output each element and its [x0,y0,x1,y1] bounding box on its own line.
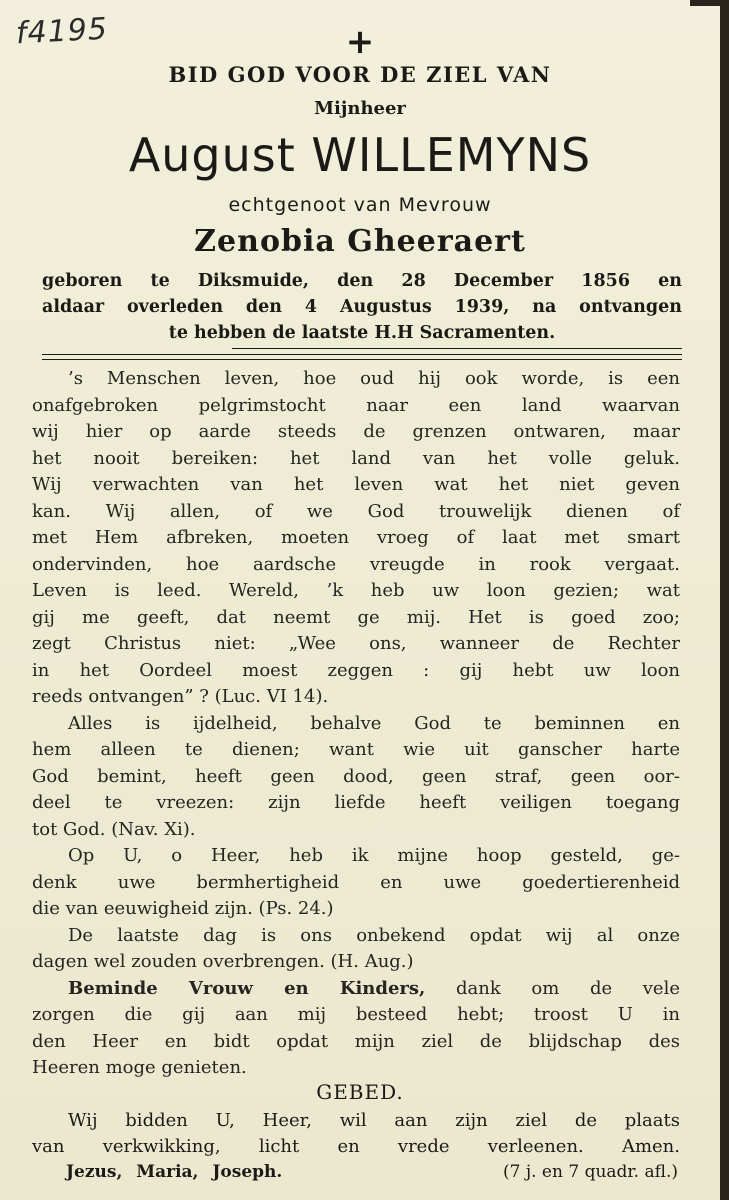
text-line: zorgen die gij aan mij besteed hebt; troost U in [32,1004,680,1025]
text-line: Wij verwachten van het leven wat het niet geven [32,474,680,495]
text-line [32,976,680,1003]
text-line: wij hier op aarde steeds de grenzen ontwaren, maar [32,421,680,442]
indulgence-note: (7 j. en 7 quadr. afl.) [503,1162,678,1182]
text-line: gij me geeft, dat neemt ge mij. Het is goed zoo; [32,606,680,628]
text-line: zegt Christus niet: „Wee ons, wanneer de Rechter [32,633,680,654]
divider-full-1 [42,354,682,355]
text-line: God bemint, heeft geen dood, geen straf, geen oor- [32,765,680,787]
text-line: reeds ontvangen” ? (Luc. VI 14). [32,686,329,707]
prayer-heading: BID GOD VOOR DE ZIEL VAN [168,62,552,87]
memorial-text [32,366,680,1082]
text-line: in het Oordeel moest zeggen : gij hebt uw loon [32,659,680,681]
text-line: onafgebroken pelgrimstocht naar een land waarvan [32,394,680,416]
card-corner-shadow [690,0,729,6]
deceased-name: August WILLEMYNS [128,128,592,182]
honorific: Mijnheer [314,98,406,119]
text-line: kan. Wij allen, of we God trouwelijk dienen of [32,500,680,522]
relation-line: echtgenoot van Mevrouw [228,194,492,216]
text-line: Leven is leed. Wereld, ’k heb uw loon gezien; wat [32,580,680,601]
text-fragment: dank om de vele [455,977,680,999]
birth-line: geboren te Diksmuide, den 28 December 1856 en [42,271,682,291]
death-line: aldaar overleden den 4 Augustus 1939, na ontvangen [42,297,682,317]
text-line: ’s Menschen leven, hoe oud hij ook worde, is een [68,368,680,389]
text-line: Alles is ijdelheid, behalve God te beminnen en [68,712,680,734]
text-line: Op U, o Heer, heb ik mijne hoop gesteld, ge- [68,845,680,866]
divider-full-2 [42,359,682,360]
text-line: denk uwe bermhertigheid en uwe goedertierenheid [32,871,680,893]
divider-short [232,348,682,349]
prayer-line: Wij bidden U, Heer, wil aan zijn ziel de plaats [68,1110,680,1131]
text-line: met Hem afbreken, moeten vroeg of laat met smart [32,527,680,548]
text-line: hem alleen te dienen; want wie uit ganscher harte [32,739,680,760]
text-line: den Heer en bidt opdat mijn ziel de blijdschap des [32,1030,680,1052]
text-line: ondervinden, hoe aardsche vreugde in rook vergaat. [32,553,680,575]
sacrament-line: te hebben de laatste H.H Sacramenten. [168,323,556,343]
spouse-name: Zenobia Gheeraert [194,224,526,259]
card-edge-shadow [720,0,729,1200]
text-line: De laatste dag is ons onbekend opdat wij al onze [68,924,680,946]
prayer-text [32,1108,680,1160]
text-line: het nooit bereiken: het land van het volle geluk. [32,447,680,469]
text-line: die van eeuwigheid zijn. (Ps. 24.) [32,898,334,919]
holy-names: Jezus, Maria, Joseph. [66,1162,283,1182]
closing-line [66,1162,678,1182]
prayer-title: GEBED. [316,1080,404,1104]
handwritten-annotation: f4195 [15,11,109,52]
text-line: dagen wel zouden overbrengen. (H. Aug.) [32,951,414,972]
text-line: Heeren moge genieten. [32,1057,247,1078]
text-line: deel te vreezen: zijn liefde heeft veiligen toegang [32,792,680,813]
text-line: tot God. (Nav. Xi). [32,818,196,840]
family-address: Beminde Vrouw en Kinders, [68,977,426,999]
prayer-line: van verkwikking, licht en vrede verleenen. Amen. [32,1136,680,1157]
cross-symbol: + [345,22,375,62]
birth-death-block [42,268,682,346]
